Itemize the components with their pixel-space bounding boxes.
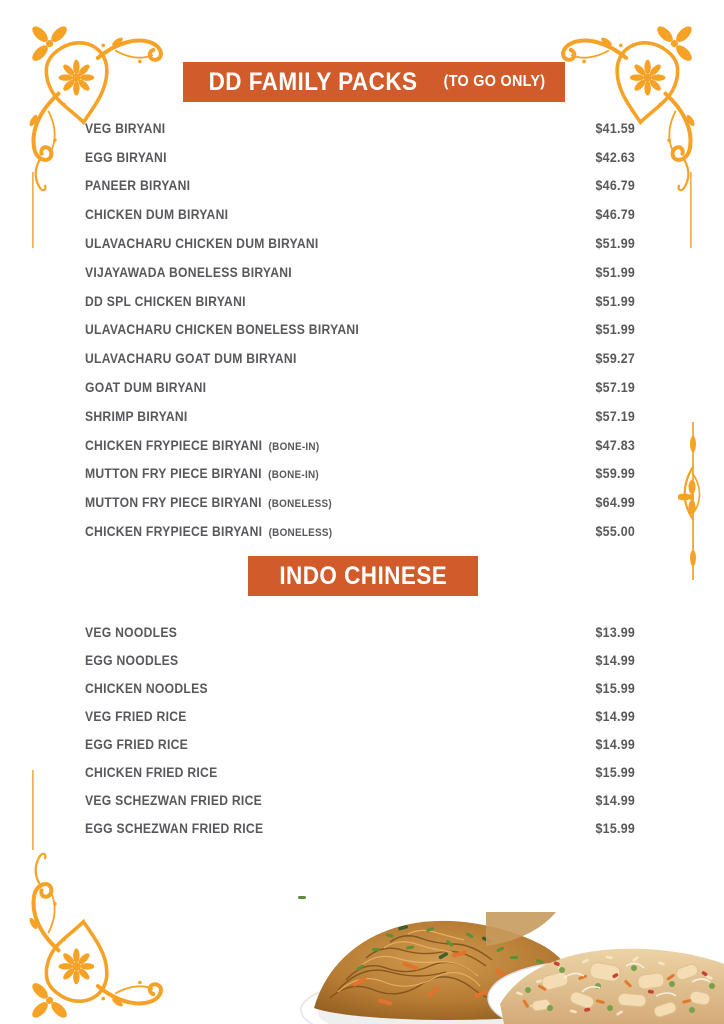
- menu-item-name: [85, 681, 214, 696]
- menu-item-name-text: ULAVACHARU CHICKEN DUM BIRYANI: [85, 236, 319, 252]
- left-border-line-bottom: [32, 770, 34, 850]
- corner-flourish-bottom-left-ornament: [12, 838, 164, 1024]
- menu-item-name: [85, 150, 173, 165]
- menu-item-row: [85, 815, 635, 843]
- menu-item-name: [85, 438, 319, 453]
- menu-item-name-text: SHRIMP BIRYANI: [85, 408, 188, 424]
- menu-item-price: $46.79: [595, 178, 635, 194]
- menu-item-row: [85, 787, 635, 815]
- menu-item-name-text: VEG BIRYANI: [85, 120, 166, 136]
- menu-item-name: [85, 294, 252, 309]
- menu-item-name-text: EGG BIRYANI: [85, 149, 167, 165]
- menu-item-price: $14.99: [595, 652, 635, 668]
- menu-item-name: [85, 821, 270, 836]
- menu-item-name: [85, 495, 332, 510]
- menu-item-price: $51.99: [595, 322, 635, 338]
- menu-item-name: [85, 178, 197, 193]
- family-packs-item-list: [85, 114, 635, 546]
- menu-item-row: [85, 287, 635, 316]
- menu-item-row: [85, 431, 635, 460]
- menu-item-row: [85, 229, 635, 258]
- menu-item-row: [85, 702, 635, 730]
- menu-item-name: [85, 207, 235, 222]
- menu-item-price: $15.99: [595, 680, 635, 696]
- section-banner-family-packs: [183, 62, 565, 102]
- menu-item-name-text: CHICKEN FRYPIECE BIRYANI: [85, 524, 263, 540]
- menu-item-price: $64.99: [595, 495, 635, 511]
- menu-item-name-text: CHICKEN FRIED RICE: [85, 765, 218, 781]
- menu-item-row: [85, 172, 635, 201]
- menu-item-price: $14.99: [595, 708, 635, 724]
- menu-item-price: $15.99: [595, 765, 635, 781]
- right-leaf-sprig-ornament: [678, 422, 708, 580]
- menu-item-row: [85, 646, 635, 674]
- menu-item-price: $57.19: [595, 380, 635, 396]
- menu-item-price: $14.99: [595, 793, 635, 809]
- menu-item-name: [85, 322, 365, 337]
- section-banner-indo-chinese: [248, 556, 478, 596]
- menu-item-row: [85, 143, 635, 172]
- section-title: INDO CHINESE: [279, 561, 447, 590]
- menu-item-price: $42.63: [595, 149, 635, 165]
- menu-item-row: [85, 758, 635, 786]
- menu-item-row: [85, 114, 635, 143]
- menu-item-price: $51.99: [595, 293, 635, 309]
- right-border-line: [690, 172, 692, 248]
- menu-item-price: $13.99: [595, 624, 635, 640]
- menu-item-row: [85, 316, 635, 345]
- menu-item-name: [85, 653, 185, 668]
- section-subtitle: (TO GO ONLY): [443, 73, 546, 90]
- chicken-fried-rice-bowl-photo: [486, 912, 724, 1024]
- menu-item-price: $15.99: [595, 821, 635, 837]
- menu-item-note: (BONE-IN): [268, 440, 320, 453]
- menu-item-name-text: VEG FRIED RICE: [85, 708, 187, 724]
- menu-item-row: [85, 344, 635, 373]
- menu-item-price: $59.27: [595, 351, 635, 367]
- left-border-line: [32, 172, 34, 248]
- menu-item-name: [85, 351, 303, 366]
- menu-item-row: [85, 460, 635, 489]
- menu-item-name-text: VIJAYAWADA BONELESS BIRYANI: [85, 264, 292, 280]
- menu-item-row: [85, 730, 635, 758]
- menu-item-price: $41.59: [595, 120, 635, 136]
- menu-item-name-text: PANEER BIRYANI: [85, 178, 191, 194]
- menu-item-name: [85, 466, 319, 481]
- menu-item-row: [85, 402, 635, 431]
- menu-item-price: $14.99: [595, 736, 635, 752]
- menu-item-name-text: EGG FRIED RICE: [85, 736, 189, 752]
- menu-item-row: [85, 517, 635, 546]
- section-title: DD FAMILY PACKS: [208, 67, 418, 96]
- menu-item-name: [85, 236, 325, 251]
- indo-chinese-item-list: [85, 618, 635, 843]
- menu-item-row: [85, 674, 635, 702]
- menu-item-note: (BONELESS): [268, 527, 333, 540]
- menu-item-name: [85, 765, 224, 780]
- menu-item-name: [85, 709, 193, 724]
- menu-item-row: [85, 258, 635, 287]
- menu-item-row: [85, 373, 635, 402]
- menu-item-name-text: CHICKEN NOODLES: [85, 680, 208, 696]
- menu-item-name: [85, 380, 213, 395]
- menu-item-price: $47.83: [595, 437, 635, 453]
- menu-item-name: [85, 121, 172, 136]
- menu-item-note: (BONE-IN): [268, 469, 319, 482]
- menu-item-row: [85, 200, 635, 229]
- menu-item-price: $59.99: [595, 466, 635, 482]
- menu-item-price: $51.99: [595, 264, 635, 280]
- menu-item-row: [85, 618, 635, 646]
- menu-item-name: [85, 409, 194, 424]
- menu-item-name-text: EGG NOODLES: [85, 652, 179, 668]
- menu-item-name-text: MUTTON FRY PIECE BIRYANI: [85, 466, 262, 482]
- menu-item-name: [85, 625, 183, 640]
- menu-item-name-text: ULAVACHARU CHICKEN BONELESS BIRYANI: [85, 322, 360, 338]
- menu-item-price: $57.19: [595, 408, 635, 424]
- menu-item-name-text: CHICKEN DUM BIRYANI: [85, 207, 229, 223]
- menu-item-name: [85, 265, 298, 280]
- menu-item-name: [85, 793, 268, 808]
- menu-item-note: (BONELESS): [268, 498, 332, 511]
- menu-item-name: [85, 524, 332, 539]
- menu-item-price: $46.79: [595, 207, 635, 223]
- menu-item-name-text: VEG SCHEZWAN FRIED RICE: [85, 793, 263, 809]
- menu-item-price: $55.00: [595, 524, 635, 540]
- menu-item-name-text: CHICKEN FRYPIECE BIRYANI: [85, 437, 263, 453]
- menu-item-price: $51.99: [595, 236, 635, 252]
- menu-item-name-text: VEG NOODLES: [85, 624, 178, 640]
- menu-item-name-text: ULAVACHARU GOAT DUM BIRYANI: [85, 351, 297, 367]
- menu-item-name-text: MUTTON FRY PIECE BIRYANI: [85, 495, 262, 511]
- menu-item-name-text: GOAT DUM BIRYANI: [85, 380, 207, 396]
- menu-item-row: [85, 488, 635, 517]
- menu-item-name-text: DD SPL CHICKEN BIRYANI: [85, 293, 246, 309]
- menu-item-name: [85, 737, 194, 752]
- menu-item-name-text: EGG SCHEZWAN FRIED RICE: [85, 821, 264, 837]
